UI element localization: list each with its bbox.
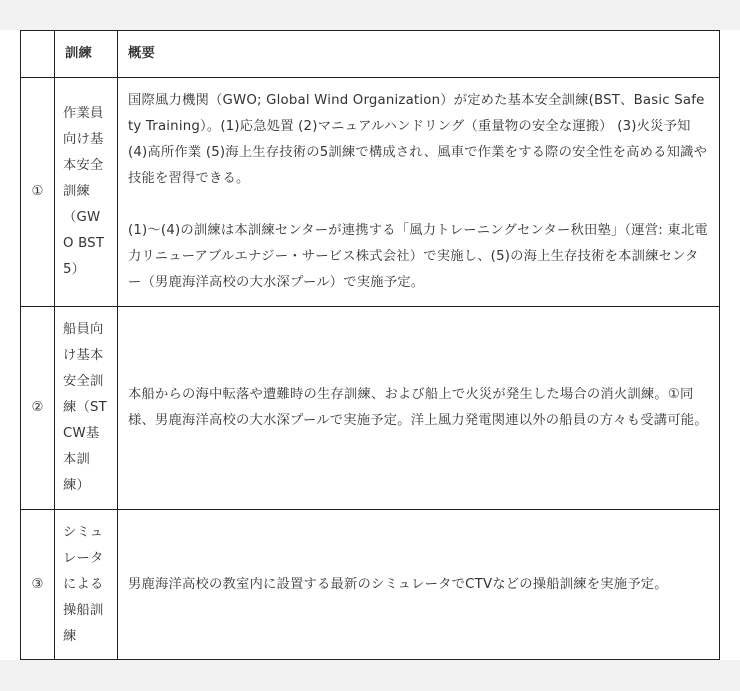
table-header-row [21, 31, 720, 78]
header-overview: 概要 [118, 31, 720, 78]
content-area [0, 30, 740, 660]
training-table [20, 30, 720, 660]
overview-paragraph: (1)～(4)の訓練は本訓練センターが連携する「風力トレーニングセンター秋田塾」（運営: 東北電力リニューアブルエナジー・サービス株式会社）で実施し、(5)の海上生存技術を本訓練センター（男鹿海洋高校の大水深プール）で実施予定。 [128, 223, 708, 290]
paragraph-gap [128, 192, 709, 218]
table-row [21, 307, 720, 510]
training-overview [118, 510, 720, 660]
training-name: シミュレータによる操船訓練 [55, 510, 118, 660]
row-number: ③ [21, 510, 55, 660]
header-training: 訓練 [55, 31, 118, 78]
training-overview [118, 78, 720, 307]
training-name: 作業員向け基本安全訓練（GWO BST5） [55, 78, 118, 307]
training-name: 船員向け基本安全訓練（STCW基本訓練） [55, 307, 118, 510]
training-overview [118, 307, 720, 510]
row-number: ② [21, 307, 55, 510]
table-row [21, 510, 720, 660]
overview-paragraph: 男鹿海洋高校の教室内に設置する最新のシミュレータでCTVなどの操船訓練を実施予定。 [128, 576, 668, 592]
header-number [21, 31, 55, 78]
overview-paragraph: 国際風力機関（GWO; Global Wind Organization）が定めた基本安全訓練(BST、Basic Safety Training）。(1)応急処置 (2)マニュアルハンドリング（重量物の安全な運搬） (3)火災予知 (4)高所作業 (5)海上生存技術の5訓練で構成され、風車で作業をする際の安全性を高める知識や技能を習得できる。 [128, 93, 708, 186]
table-row [21, 78, 720, 307]
overview-paragraph: 本船からの海中転落や遭難時の生存訓練、および船上で火災が発生した場合の消火訓練。①同様、男鹿海洋高校の大水深プールで実施予定。洋上風力発電関連以外の船員の方々も受講可能。 [128, 387, 708, 428]
row-number: ① [21, 78, 55, 307]
